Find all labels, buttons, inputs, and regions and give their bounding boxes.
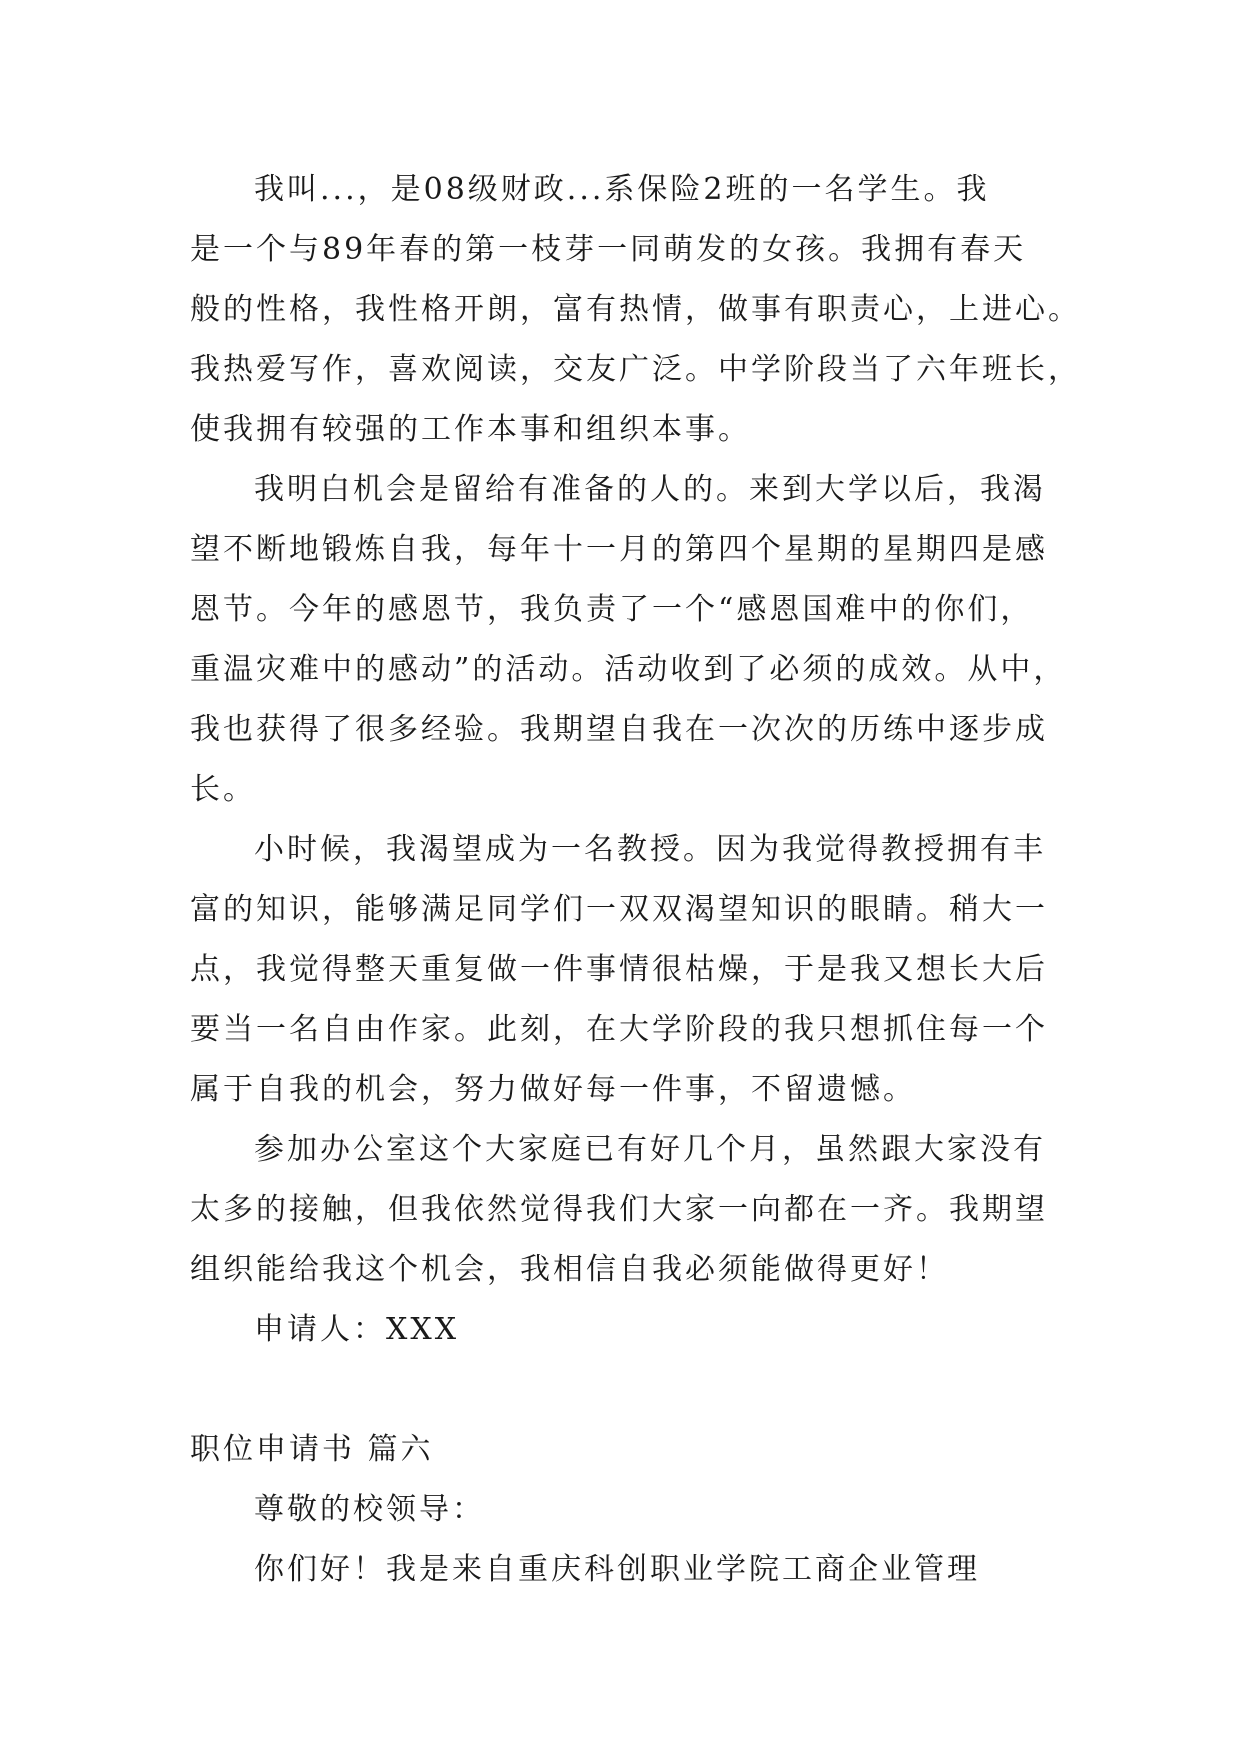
paragraph-line: 富的知识，能够满足同学们一双双渴望知识的眼睛。稍大一 — [190, 892, 1048, 927]
paragraph-line: 是一个与89年春的第一枝芽一同萌发的女孩。我拥有春天 — [190, 232, 1027, 267]
paragraph-line: 属于自我的机会，努力做好每一件事，不留遗憾。 — [190, 1072, 916, 1107]
paragraph-line: 长。 — [190, 772, 256, 807]
paragraph-line: 参加办公室这个大家庭已有好几个月，虽然跟大家没有 — [254, 1132, 1046, 1167]
paragraph-line: 般的性格，我性格开朗，富有热情，做事有职责心，上进心。 — [190, 292, 1081, 327]
paragraph-line: 我也获得了很多经验。我期望自我在一次次的历练中逐步成 — [190, 712, 1048, 747]
paragraph-line: 恩节。今年的感恩节，我负责了一个“感恩国难中的你们， — [190, 592, 1034, 627]
paragraph-line: 小时候，我渴望成为一名教授。因为我觉得教授拥有丰 — [254, 832, 1046, 867]
paragraph-line: 我明白机会是留给有准备的人的。来到大学以后，我渴 — [254, 472, 1046, 507]
paragraph-line: 太多的接触，但我依然觉得我们大家一向都在一齐。我期望 — [190, 1192, 1048, 1227]
section-heading: 职位申请书 篇六 — [190, 1432, 434, 1467]
opening-line: 你们好！我是来自重庆科创职业学院工商企业管理 — [254, 1552, 980, 1587]
paragraph-line: 点，我觉得整天重复做一件事情很枯燥，于是我又想长大后 — [190, 952, 1048, 987]
paragraph-1 — [190, 160, 1081, 460]
section-spacer — [190, 1360, 1070, 1420]
paragraph-line: 组织能给我这个机会，我相信自我必须能做得更好！ — [190, 1252, 949, 1287]
paragraph-line: 望不断地锻炼自我，每年十一月的第四个星期的星期四是感 — [190, 532, 1048, 567]
paragraph-line: 我热爱写作，喜欢阅读，交友广泛。中学阶段当了六年班长， — [190, 352, 1081, 387]
paragraph-line: 要当一名自由作家。此刻，在大学阶段的我只想抓住每一个 — [190, 1012, 1048, 1047]
document-body — [190, 160, 1081, 1600]
signature: 申请人：XXX — [254, 1312, 460, 1347]
paragraph-line: 重温灾难中的感动”的活动。活动收到了必须的成效。从中， — [190, 652, 1067, 687]
salutation: 尊敬的校领导： — [254, 1492, 485, 1527]
paragraph-2 — [190, 460, 1070, 820]
paragraph-line: 我叫...，是08级财政...系保险2班的一名学生。我 — [254, 172, 990, 207]
paragraph-4 — [190, 1120, 1070, 1300]
paragraph-3 — [190, 820, 1070, 1120]
paragraph-line: 使我拥有较强的工作本事和组织本事。 — [190, 412, 751, 447]
